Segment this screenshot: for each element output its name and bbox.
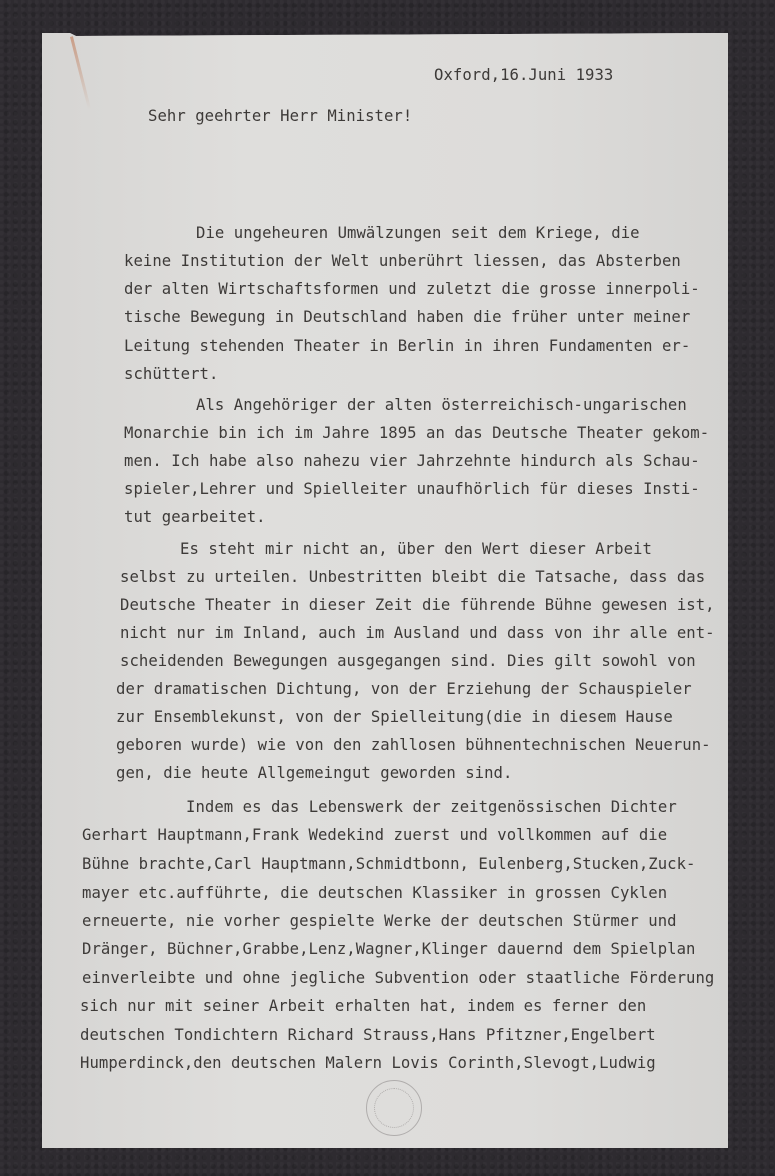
letter-line: tische Bewegung in Deutschland haben die früher unter meiner [124,308,691,326]
letter-line: Leitung stehenden Theater in Berlin in ihren Fundamenten er- [124,337,691,355]
letter-line: Bühne brachte,Carl Hauptmann,Schmidtbonn, Eulenberg,Stucken,Zuck- [82,855,696,873]
letter-line: spieler,Lehrer und Spielleiter unaufhörlich für dieses Insti- [124,480,700,498]
letter-line: Gerhart Hauptmann,Frank Wedekind zuerst und vollkommen auf die [82,826,668,844]
letter-line: zur Ensemblekunst, von der Spielleitung(die in diesem Hause [116,708,673,726]
letter-line: Die ungeheuren Umwälzungen seit dem Kriege, die [196,224,640,242]
salutation: Sehr geehrter Herr Minister! [148,107,413,125]
letter-line: sich nur mit seiner Arbeit erhalten hat, indem es ferner den [80,997,647,1015]
letter-line: Als Angehöriger der alten österreichisch-ungarischen [196,396,687,414]
date-line: Oxford,16.Juni 1933 [434,66,614,84]
letter-line: Dränger, Büchner,Grabbe,Lenz,Wagner,Klinger dauernd dem Spielplan [82,940,696,958]
letter-line: der alten Wirtschaftsformen und zuletzt die grosse innerpoli- [124,280,700,298]
letter-line: tut gearbeitet. [124,508,266,526]
letter-line: Monarchie bin ich im Jahre 1895 an das Deutsche Theater gekom- [124,424,710,442]
letter-line: keine Institution der Welt unberührt liessen, das Absterben [124,252,681,270]
letter-line: men. Ich habe also nahezu vier Jahrzehnte hindurch als Schau- [124,452,700,470]
letter-line: schüttert. [124,365,219,383]
letter-line: Indem es das Lebenswerk der zeitgenössischen Dichter [186,798,677,816]
paper-crease [70,36,91,109]
letter-line: Humperdinck,den deutschen Malern Lovis Corinth,Slevogt,Ludwig [80,1054,656,1072]
letter-line: nicht nur im Inland, auch im Ausland und dass von ihr alle ent- [120,624,715,642]
letter-line: gen, die heute Allgemeingut geworden sind. [116,764,513,782]
letter-line: deutschen Tondichtern Richard Strauss,Hans Pfitzner,Engelbert [80,1026,656,1044]
archive-stamp [366,1080,422,1136]
letter-line: Es steht mir nicht an, über den Wert dieser Arbeit [180,540,652,558]
letter-line: selbst zu urteilen. Unbestritten bleibt die Tatsache, dass das [120,568,706,586]
letter-line: der dramatischen Dichtung, von der Erziehung der Schauspieler [116,680,692,698]
letter-line: geboren wurde) wie von den zahllosen bühnentechnischen Neuerun- [116,736,711,754]
letter-line: einverleibte und ohne jegliche Subvention oder staatliche Förderung [82,969,715,987]
letter-line: erneuerte, nie vorher gespielte Werke der deutschen Stürmer und [82,912,677,930]
letter-line: Deutsche Theater in dieser Zeit die führende Bühne gewesen ist, [120,596,715,614]
letter-line: mayer etc.aufführte, die deutschen Klassiker in grossen Cyklen [82,884,668,902]
letter-line: scheidenden Bewegungen ausgegangen sind. Dies gilt sowohl von [120,652,696,670]
